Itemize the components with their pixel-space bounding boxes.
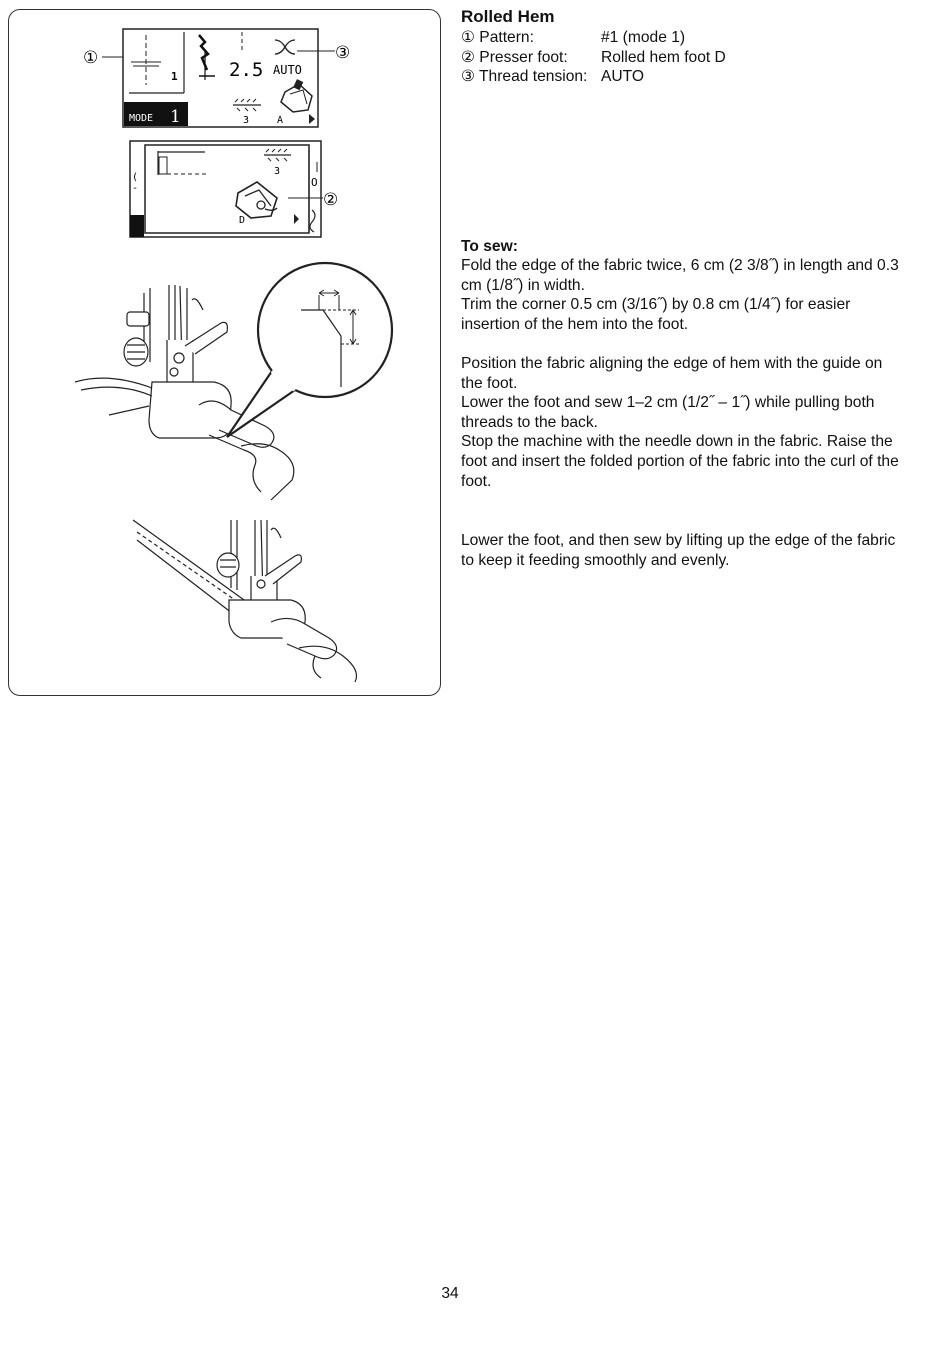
illustration-svg [9, 10, 442, 697]
page-number: 34 [441, 1285, 459, 1302]
spec-label: ③ Thread tension: [461, 68, 588, 86]
spec-label: ② Presser foot: [461, 48, 568, 66]
instruction-line: Lower the foot, and then sew by lifting up the edge of the fabric to keep it feeding smoothly and evenly. [461, 532, 896, 569]
instruction-line: Fold the edge of the fabric twice, 6 cm (2 3/8˝) in length and 0.3 cm (1/8˝) in width. [461, 257, 899, 294]
lcd-display-bottom [130, 141, 338, 237]
spec-row-presser-foot [461, 48, 911, 68]
instruction-paragraph-3 [461, 531, 901, 570]
section-title: Rolled Hem [461, 7, 555, 26]
instruction-line: Position the fabric aligning the edge of hem with the guide on the foot. [461, 355, 883, 392]
lcd2-side-letter: O [311, 176, 318, 189]
to-sew-heading: To sew: [461, 238, 518, 255]
spec-label: ① Pattern: [461, 29, 534, 46]
instruction-line: Trim the corner 0.5 cm (3/16˝) by 0.8 cm (1/4˝) for easier insertion of the hem into the foot. [461, 296, 851, 333]
lcd2-foot-letter: D [239, 215, 246, 226]
spec-value: AUTO [601, 68, 645, 86]
spec-row-thread-tension [461, 67, 911, 87]
lcd-feed-number: 3 [243, 115, 250, 126]
spec-value: Rolled hem foot D [601, 48, 726, 66]
illustration-panel [8, 9, 441, 696]
lcd-width-value: 1 [171, 70, 178, 83]
lcd2-feed-number: 3 [274, 166, 281, 177]
instruction-paragraph-1 [461, 256, 901, 334]
spec-row-pattern [461, 28, 911, 48]
callout-3: ③ [335, 43, 351, 62]
lcd-length-value: 2.5 [229, 59, 264, 81]
spec-list [461, 28, 911, 87]
callout-2: ② [323, 190, 339, 209]
sewing-illustration-1 [75, 263, 392, 500]
instruction-line: Lower the foot and sew 1–2 cm (1/2˝ – 1˝) while pulling both threads to the back. [461, 394, 875, 431]
lcd-edge-mark-2: - [132, 183, 139, 194]
lcd-foot-letter: A [277, 115, 284, 126]
spec-value: #1 (mode 1) [601, 29, 686, 46]
lcd-edge-mark: ( [132, 172, 139, 183]
sewing-illustration-2 [133, 520, 357, 682]
instruction-line: Stop the machine with the needle down in the fabric. Raise the foot and insert the folded portion of the fabric into the curl of the foot. [461, 433, 899, 490]
instruction-paragraph-2 [461, 354, 901, 491]
lcd-display-top [83, 29, 350, 127]
lcd-mode-number: 1 [170, 107, 181, 127]
lcd-mode-label: MODE [129, 113, 154, 124]
instruction-column [461, 6, 911, 569]
callout-1: ① [83, 48, 99, 67]
lcd-tension-value: AUTO [273, 63, 302, 77]
